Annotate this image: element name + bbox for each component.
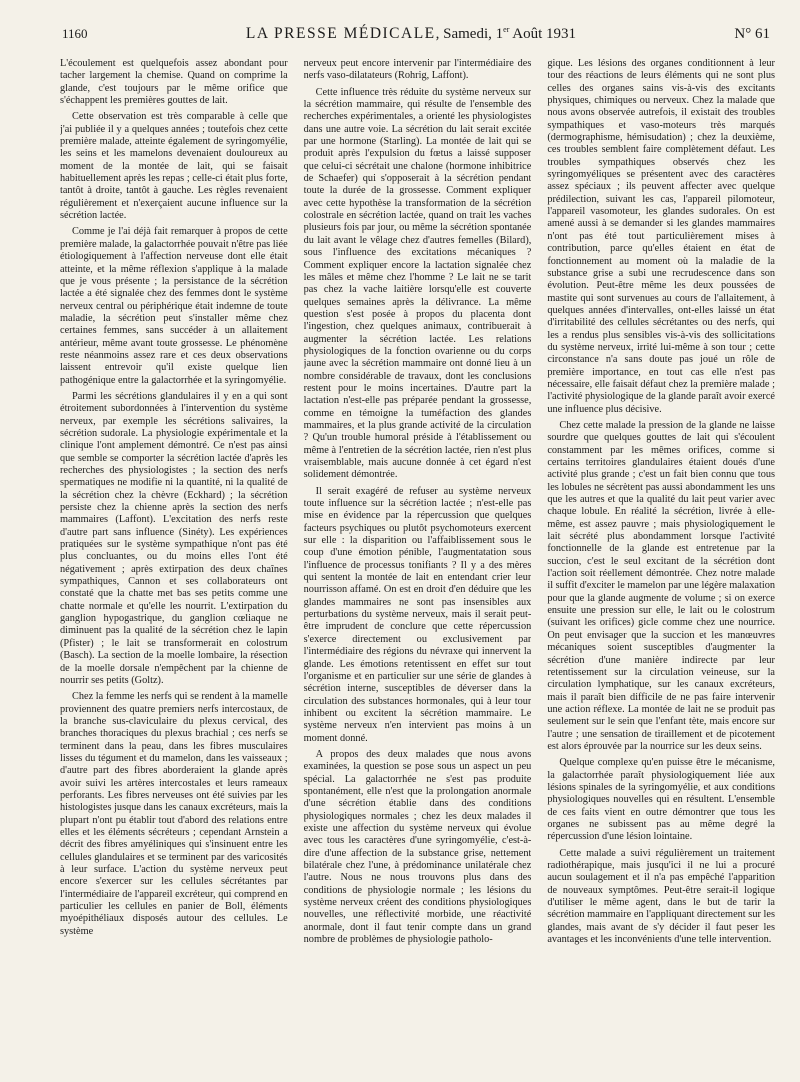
issue-number: N° 61 xyxy=(734,26,770,42)
issue-date: Samedi, 1er Août 1931 xyxy=(443,25,577,42)
article-body xyxy=(60,58,775,1068)
paragraph: Chez la femme les nerfs qui se rendent à la mamelle proviennent des quatre premiers nerfs intercostaux, de la branche sus-claviculaire du plexus cervical, des branches thoraciques du plexus brachial ; ces nerfs se terminent dans la peau, dans les fibres musculaires lisses du tégument et du mamelon, dans les vaisseaux ; d'autre part des fibres aborderaient la glande après avoir suivi les artères intercostales et leurs rameaux perforants. Les fibres nerveuses ont été suivies par les histologistes jusque dans les canaux excréteurs, mais la plupart n'ont pu établir tout d'abord des relations entre elles et les éléments sécréteurs ; cependant Arnstein a décrit des fibres amyéliniques qui s'insinuent entre les cellules glandulaires et se terminent par des varicosités à leur surface. L'action du système nerveux peut encore s'exercer sur les cellules sécrétantes par l'intermédiaire de l'appareil excréteur, qui comprend en particulier les cellules en panier de Boll, éléments myoépithéliaux disposés autour des cellules. Le système xyxy=(60,691,288,937)
paragraph: gique. Les lésions des organes conditionnent à leur tour des réactions de leurs éléments qui ne sont plus celles des organes sains vis-à-vis des excitants physiques, chimiques ou nerveux. Chez la malade que nous avons observée autrefois, il existait des troubles sympathiques et vaso-moteurs très marqués (dermographisme, hémisudation) ; chez la deuxième, ces troubles semblent faire complètement défaut. Les troubles sympathiques observés chez les syringomyéliques se présentent avec des caractères assez spéciaux ; ils peuvent affecter avec quelque prédilection, suivant les cas, l'appareil pilomoteur, l'appareil vasomoteur, les glandes sudorales. On est amené aussi à se demander si les glandes mammaires n'ont pas été tout particulièrement mises à contribution, parce qu'elles étaient en état de fonctionnement au moment où la maladie de la substance grise a subi une recrudescence dans son évolution. Peut-être même les deux poussées de mastite qui sont survenues au cours de l'allaitement, à quelques années d'intervalles, ont-elles laissé un état d'irritabilité des cellules sécrétantes ou des nerfs, qui les a rendus plus sensibles vis-à-vis des sollicitations du système nerveux, irrité lui-même à son tour ; cette circonstance n'a sans doute pas joué un rôle de première importance, en tout cas elle n'est pas nécessaire, elle faisait défaut chez la première malade ; l'activité physiologique de la glande paraît avoir exercé une influence plus décisive. xyxy=(547,58,775,415)
paragraph: A propos des deux malades que nous avons examinées, la question se pose sous un aspect un peu spécial. La galactorrhée ne s'est pas produite spontanément, elle n'est que la prolongation anormale d'une sécrétion établie dans des conditions physiologiques normales ; chez les deux malades il existe une affection du système nerveux qui évolue avec tous les caractères d'une syringomyélie, c'est-à-dire d'une affection de la substance grise, nettement bilatérale chez l'une, à prédominance unilatérale chez l'autre. Nous ne nous trouvons plus dans des conditions de physiologie normale ; les lésions du système nerveux créent des conditions physiologiques nouvelles, une réflectivité morbide, une réactivité anormale, dont il faut tenir compte dans un grand nombre de problèmes de physiologie patholo- xyxy=(303,748,532,946)
paragraph: Cette observation est très comparable à celle que j'ai publiée il y a quelques années ; toutefois chez cette première malade, atteinte également de syringomyélie, les seins et les mamelons devenaient douloureux au moment de la montée de lait, qui se faisait habituellement après les repas ; celle-ci était plus forte, tantôt à droite, tantôt à gauche. Les règles revenaient régulièrement et n'exerçaient aucune influence sur la sécrétion lactée. xyxy=(60,111,288,222)
paragraph: Cette malade a suivi régulièrement un traitement radiothérapique, mais jusqu'ici il ne lui a procuré aucun soulagement et il n'a pas empêché l'apparition de nouveaux symptômes. Peut-être serait-il logique d'utiliser le même agent, dans le but de tarir la sécrétion mammaire en l'appliquant directement sur les glandes, mais avant de s'y décider il faut peser les avantages et les inconvénients d'une telle intervention. xyxy=(547,847,775,946)
journal-title: LA PRESSE MÉDICALE xyxy=(245,25,436,42)
paragraph: Parmi les sécrétions glandulaires il y en a qui sont étroitement subordonnées à l'intervention du système nerveux, par exemple les sécrétions salivaires, la sécrétion sudorale. La physiologie expérimentale et la clinique l'ont amplement démontré. Ce n'est pas ainsi que semble se comporter la sécrétion lactée d'après les recherches des physiologistes ; la section des nerfs spermatiques ne modifie ni la quantité, ni la qualité de la sécrétion chez la chèvre (Eckhard) ; la sécrétion persiste chez la chienne après la section des nerfs mammaires (Laffont). L'excitation des nerfs reste d'autre part sans influence (Sinéty). Les expériences pratiquées sur le système sympathique n'ont pas été plus concluantes, ou du moins elles l'ont été négativement ; après extirpation des deux chaînes sympathiques, Cannon et ses collaborateurs ont constaté que la chatte met bas ses petits comme une chatte normale et qu'elle les nourrit. L'extirpation du ganglion hypogastrique, du ganglion cœliaque ne diminuent pas la qualité de la sécrétion chez le lapin (Pfister) ; le lait se transformerait en colostrum (Basch). La section de la moelle lombaire, la résection de la moelle dorsale n'empêchent par la chienne de nourrir ses petits (Goltz). xyxy=(60,390,288,686)
paragraph: Cette influence très réduite du système nerveux sur la sécrétion mammaire, qui résulte de l'ensemble des recherches expérimentales, a orienté les physiologistes dans une autre voie. La sécrétion du lait serait excitée par une hormone (Starling). La montée de lait qui se produit après l'expulsion du fœtus a laissé supposer que celui-ci sécrétait une chalone (hormone inhibitrice de Schaefer) qui s'opposerait à la sécrétion pendant toute la durée de la grossesse. Comment expliquer avec cette hypothèse la transformation de la sécrétion colostrale en sécrétion lactée, quand on trait les vaches plusieurs fois par jour, ou même la sécrétion spontanée du lait avant le vêlage chez d'autres femelles (Bilard), sous l'influence des excitations mécaniques ? Comment expliquer encore la lactation signalée chez les mâles et même chez l'homme ? Le lait ne se tarit pas chez la vache laitière lorsqu'elle est couverte quelques semaines après la délivrance. La même question s'est posée à propos du placenta dont l'ingestion, chez quelques animaux, contribuerait à augmenter la sécrétion lactée. Les relations physiologiques de la fonction ovarienne ou du corps jaune avec la sécrétion mammaire ont donné lieu à un nombre considérable de travaux, dont les conclusions restent pour le moins incertaines. D'autre part la lactation n'est-elle pas préparée pendant la grossesse, comme en témoigne la tuméfaction des glandes mammaires, et la plus grande activité de la circulation ? Qu'un trouble humoral préside à l'établissement ou même à l'entretien de la sécrétion lactée, rien n'est plus vraisemblable, mais aucune donnée à cet égard n'est solidement démontrée. xyxy=(303,86,532,481)
paragraph: L'écoulement est quelquefois assez abondant pour tacher largement la chemise. Quand on comprime la glande, c'est toujours par le même orifice que s'échappent les premières gouttes de lait. xyxy=(60,58,288,107)
text-column-2 xyxy=(304,58,532,1068)
paragraph: Chez cette malade la pression de la glande ne laisse sourdre que quelques gouttes de lait qui s'écoulent constamment par les mêmes orifices, comme si certains territoires glandulaires étaient doués d'une activité plus grande ; c'est un fait bien connu que tous les lobules ne sécrètent pas aussi abondamment les uns que les autres et que la qualité du lait peut varier avec chaque lobule. En réalité la sécrétion, livrée à elle-même, est assez pauvre ; mais physiologiquement le lait sécrété plus abondamment lorsque l'activité fonctionnelle de la glande est entretenue par la succion, c'est le seul excitant de la sécrétion dont l'action soit réellement démontrée. Chez notre malade il suffit d'exciter le mamelon par une légère malaxation pour que la glande augmente de volume ; si on exerce ensuite une pression sur elle, le lait ou le colostrum (suivant les orifices) gicle comme chez une nourrice. On peut envisager que la succion et les manœuvres mécaniques soient susceptibles d'augmenter la sécrétion d'une manière indirecte par leur retentissement sur la circulation veineuse, sur la circulation lymphatique, sur les canaux excréteurs, mais il paraît bien difficile de ne pas faire intervenir une action réflexe. La montée de lait ne se produit pas seulement sur le sein que l'enfant tète, mais encore sur l'autre ; une sensation de tiraillement et de picotement est alors éprouvée par la nourrice sur les deux seins. xyxy=(547,419,775,752)
paragraph: Quelque complexe qu'en puisse être le mécanisme, la galactorrhée paraît physiologiquement liée aux lésions spinales de la syringomyélie, et aux conditions physiologiques nouvelles qui en résultent. L'ensemble de ces faits vient en outre démontrer que tous les organes ne subissent pas au même degré la répercussion d'une lésion lointaine. xyxy=(547,757,775,843)
paragraph: Il serait exagéré de refuser au système nerveux toute influence sur la sécrétion lactée ; n'est-elle pas mise en évidence par la répercussion que quelques facteurs psychiques ou plutôt psychomoteurs exercent sur elle : la disparition ou l'affaiblissement sous le coup d'une émotion pénible, l'augmentatation sous l'influence de processus tonifiants ? Il y a des mères qui sentent la montée de lait en entendant crier leur nourrisson affamé. On est en droit d'en déduire que les glandes mammaires ne sont pas insensibles aux perturbations du système nerveux, mais il serait peut-être imprudent de conclure que cette répercussion s'exerce directement ou exclusivement par l'intermédiaire des régions du névraxe qui innervent la glande. Les émotions retentissent en effet sur tout l'organisme et en particulier sur une série de glandes à sécrétion interne, susceptibles de déverser dans la circulation des substances hormonales, qui à leur tour inhibent ou excitent la sécrétion mammaire. Le système nerveux n'en intervient pas moins à un moment donné. xyxy=(303,485,532,744)
paragraph: nerveux peut encore intervenir par l'intermédiaire des nerfs vaso-dilatateurs (Rohrig, Laffont). xyxy=(303,58,532,82)
page-number: 1160 xyxy=(62,26,88,41)
masthead: LA PRESSE MÉDICALE, Samedi, 1er Août 1931 xyxy=(245,25,577,42)
text-column-1 xyxy=(60,58,288,1068)
paragraph: Comme je l'ai déjà fait remarquer à propos de cette première malade, la galactorrhée pouvait n'être pas liée étiologiquement à l'affection nerveuse dont elle était atteinte, et la même réflexion s'applique à la malade que je vous présente ; la persistance de la sécrétion lactée a été signalée chez des femmes dont le système nerveux central ou périphérique était indemne de toute maladie, la sécrétion peut s'installer même chez certaines femmes, sans succéder à un allaitement antérieur, même avant toute grossesse. Le phénomène reste néanmoins assez rare et ces deux observations laissent entrevoir qu'il existe quelque lien pathogénique entre la galactorrhée et la syringomyélie. xyxy=(60,226,288,386)
text-column-3 xyxy=(547,58,775,1068)
page-header xyxy=(62,25,770,45)
